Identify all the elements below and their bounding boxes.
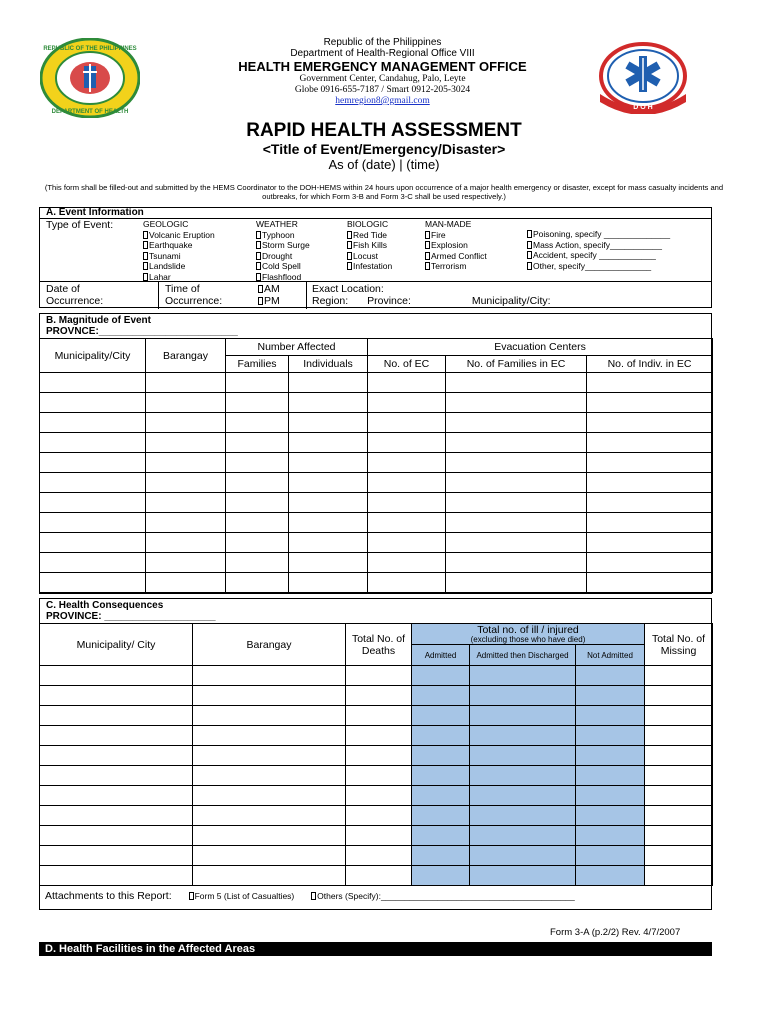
entry-cell[interactable] [587, 373, 713, 393]
entry-cell[interactable] [576, 726, 645, 746]
option-storm-surge[interactable]: Storm Surge [256, 240, 310, 251]
table-row [40, 666, 713, 686]
entry-cell[interactable] [40, 806, 193, 826]
checkbox[interactable] [256, 252, 261, 260]
option-form5[interactable]: Form 5 (List of Casualties) [189, 891, 295, 901]
table-row [40, 533, 713, 553]
entry-cell[interactable] [289, 393, 368, 413]
entry-cell[interactable] [193, 846, 346, 866]
entry-cell[interactable] [226, 373, 289, 393]
form-title-block [0, 121, 768, 172]
checkbox[interactable] [347, 252, 352, 260]
entry-cell[interactable] [576, 846, 645, 866]
entry-cell[interactable] [289, 553, 368, 573]
entry-cell[interactable] [40, 846, 193, 866]
checkbox[interactable] [527, 230, 532, 238]
section-c-province: PROVINCE: ____________________ [46, 611, 216, 622]
entry-cell[interactable] [226, 393, 289, 413]
form-title: RAPID HEALTH ASSESSMENT [246, 120, 522, 141]
entry-cell[interactable] [645, 866, 713, 886]
entry-cell[interactable] [40, 553, 146, 573]
entry-cell[interactable] [368, 493, 446, 513]
entry-cell[interactable] [645, 806, 713, 826]
form-instructions: (This form shall be filled-out and submitted by the HEMS Coordinator to the DOH-HEMS within 24 hours upon occurrence of a major health emergency or disaster, except for mass casualty incidents and outbreaks, for which Form 3-B and Form 3-C shall be used respectively.) [44, 183, 724, 201]
option-terrorism[interactable]: Terrorism [425, 261, 487, 272]
entry-cell[interactable] [146, 393, 226, 413]
entry-cell[interactable] [40, 766, 193, 786]
option-tsunami[interactable]: Tsunami [143, 251, 215, 262]
divider [158, 282, 159, 309]
health-consequences-table [39, 623, 713, 886]
col-families: Families [226, 356, 289, 373]
entry-cell[interactable] [587, 573, 713, 593]
entry-cell[interactable] [587, 453, 713, 473]
table-row [40, 846, 713, 866]
entry-cell[interactable] [470, 766, 576, 786]
entry-cell[interactable] [446, 373, 587, 393]
section-b-province: PROVNCE:_________________________ [46, 326, 238, 337]
table-row [40, 686, 713, 706]
entry-cell[interactable] [146, 553, 226, 573]
entry-cell[interactable] [40, 746, 193, 766]
office-email-link[interactable]: hemregion8@gmail.com [335, 96, 430, 106]
entry-cell[interactable] [346, 726, 412, 746]
option-cold-spell[interactable]: Cold Spell [256, 261, 310, 272]
option-typhoon[interactable]: Typhoon [256, 230, 310, 241]
checkbox[interactable] [347, 262, 352, 270]
entry-cell[interactable] [40, 786, 193, 806]
department-line: Department of Health-Regional Office VIII [290, 48, 475, 59]
table-row [40, 413, 713, 433]
table-row [40, 746, 713, 766]
entry-cell[interactable] [226, 533, 289, 553]
entry-cell[interactable] [368, 393, 446, 413]
office-name: HEALTH EMERGENCY MANAGEMENT OFFICE [238, 59, 527, 74]
table-row [40, 493, 713, 513]
section-c-title: C. Health Consequences [46, 600, 164, 611]
entry-cell[interactable] [146, 573, 226, 593]
entry-cell[interactable] [40, 413, 146, 433]
type-of-event-label: Type of Event: [46, 219, 114, 231]
entry-cell[interactable] [645, 686, 713, 706]
other-event-options [527, 229, 670, 271]
checkbox[interactable] [143, 252, 148, 260]
checkbox[interactable] [425, 262, 430, 270]
entry-cell[interactable] [587, 513, 713, 533]
option-volcanic-eruption[interactable]: Volcanic Eruption [143, 230, 215, 241]
occurrence-row [40, 281, 711, 308]
col-total-deaths: Total No. of Deaths [346, 624, 412, 666]
entry-cell[interactable] [289, 533, 368, 553]
entry-cell[interactable] [446, 493, 587, 513]
entry-cell[interactable] [193, 726, 346, 746]
entry-cell[interactable] [446, 393, 587, 413]
table-row [40, 726, 713, 746]
checkbox[interactable] [527, 262, 532, 270]
entry-cell[interactable] [470, 846, 576, 866]
option-drought[interactable]: Drought [256, 251, 310, 262]
table-row [40, 786, 713, 806]
entry-cell[interactable] [587, 493, 713, 513]
entry-cell[interactable] [470, 746, 576, 766]
col-total-missing: Total No. of Missing [645, 624, 713, 666]
section-a-title: A. Event Information [40, 208, 711, 219]
entry-cell[interactable] [289, 473, 368, 493]
section-d-title: D. Health Facilities in the Affected Areas [39, 942, 712, 956]
checkbox[interactable] [143, 262, 148, 270]
option-flashflood[interactable]: Flashflood [256, 272, 310, 283]
col-municipality: Municipality/City [40, 339, 146, 373]
entry-cell[interactable] [226, 553, 289, 573]
entry-cell[interactable] [146, 533, 226, 553]
entry-cell[interactable] [645, 726, 713, 746]
entry-cell[interactable] [446, 533, 587, 553]
checkbox[interactable] [143, 231, 148, 239]
entry-cell[interactable] [193, 806, 346, 826]
table-row [40, 553, 713, 573]
col-barangay: Barangay [146, 339, 226, 373]
entry-cell[interactable] [412, 786, 470, 806]
table-row [40, 826, 713, 846]
entry-cell[interactable] [470, 706, 576, 726]
entry-cell[interactable] [40, 473, 146, 493]
checkbox[interactable] [143, 273, 148, 281]
entry-cell[interactable] [40, 453, 146, 473]
entry-cell[interactable] [146, 373, 226, 393]
entry-cell[interactable] [446, 513, 587, 533]
region-label: Region: [312, 295, 349, 307]
entry-cell[interactable] [446, 573, 587, 593]
entry-cell[interactable] [193, 686, 346, 706]
option-armed-conflict[interactable]: Armed Conflict [425, 251, 487, 262]
entry-cell[interactable] [40, 866, 193, 886]
entry-cell[interactable] [40, 726, 193, 746]
entry-cell[interactable] [576, 766, 645, 786]
date-of-occurrence-field[interactable]: Date of Occurrence: [46, 283, 104, 307]
doh-seal-logo [40, 38, 140, 118]
option-pm[interactable]: PM [258, 295, 280, 307]
entry-cell[interactable] [470, 786, 576, 806]
entry-cell[interactable] [346, 786, 412, 806]
weather-options [256, 219, 310, 283]
entry-cell[interactable] [576, 706, 645, 726]
entry-cell[interactable] [645, 766, 713, 786]
option-poisoning[interactable]: Poisoning, specify ______________ [527, 229, 670, 240]
entry-cell[interactable] [226, 493, 289, 513]
entry-cell[interactable] [576, 866, 645, 886]
checkbox[interactable] [143, 241, 148, 249]
entry-cell[interactable] [470, 726, 576, 746]
entry-cell[interactable] [146, 413, 226, 433]
republic-line: Republic of the Philippines [323, 37, 442, 48]
table-row [40, 433, 713, 453]
biologic-options [347, 219, 392, 272]
entry-cell[interactable] [40, 706, 193, 726]
entry-cell[interactable] [40, 573, 146, 593]
magnitude-table [39, 338, 713, 593]
checkbox[interactable] [425, 241, 430, 249]
entry-cell[interactable] [368, 453, 446, 473]
col-evacuation-centers: Evacuation Centers [368, 339, 713, 356]
entry-cell[interactable] [146, 493, 226, 513]
time-of-occurrence-label: Time of Occurrence: [165, 283, 223, 307]
entry-cell[interactable] [587, 413, 713, 433]
entry-cell[interactable] [40, 686, 193, 706]
entry-cell[interactable] [645, 666, 713, 686]
checkbox[interactable] [527, 241, 532, 249]
manmade-options [425, 219, 487, 272]
entry-cell[interactable] [289, 513, 368, 533]
entry-cell[interactable] [289, 413, 368, 433]
checkbox[interactable] [347, 241, 352, 249]
entry-cell[interactable] [368, 533, 446, 553]
entry-cell[interactable] [576, 666, 645, 686]
event-title-placeholder: <Title of Event/Emergency/Disaster> [262, 141, 506, 157]
entry-cell[interactable] [40, 433, 146, 453]
entry-cell[interactable] [193, 786, 346, 806]
attachments-label: Attachments to this Report: [45, 890, 172, 902]
checkbox[interactable] [425, 231, 430, 239]
checkbox[interactable] [527, 251, 532, 259]
entry-cell[interactable] [576, 746, 645, 766]
entry-cell[interactable] [146, 513, 226, 533]
entry-cell[interactable] [368, 433, 446, 453]
entry-cell[interactable] [346, 686, 412, 706]
manmade-heading: MAN-MADE [425, 219, 472, 229]
table-row [40, 453, 713, 473]
col-individuals: Individuals [289, 356, 368, 373]
entry-cell[interactable] [412, 806, 470, 826]
option-am[interactable]: AM [258, 283, 280, 295]
entry-cell[interactable] [446, 413, 587, 433]
col-families-in-ec: No. of Families in EC [446, 356, 587, 373]
entry-cell[interactable] [346, 706, 412, 726]
col-no-of-ec: No. of EC [368, 356, 446, 373]
svg-text:DEPARTMENT OF HEALTH: DEPARTMENT OF HEALTH [51, 109, 129, 115]
option-fish-kills[interactable]: Fish Kills [347, 240, 392, 251]
entry-cell[interactable] [470, 666, 576, 686]
entry-cell[interactable] [470, 806, 576, 826]
entry-cell[interactable] [368, 513, 446, 533]
entry-cell[interactable] [412, 826, 470, 846]
option-explosion[interactable]: Explosion [425, 240, 487, 251]
entry-cell[interactable] [346, 746, 412, 766]
entry-cell[interactable] [289, 493, 368, 513]
checkbox[interactable] [258, 297, 263, 305]
entry-cell[interactable] [412, 746, 470, 766]
checkbox[interactable] [256, 241, 261, 249]
option-locust[interactable]: Locust [347, 251, 392, 262]
checkbox[interactable] [256, 262, 261, 270]
col-barangay: Barangay [193, 624, 346, 666]
entry-cell[interactable] [587, 473, 713, 493]
entry-cell[interactable] [446, 453, 587, 473]
entry-cell[interactable] [226, 573, 289, 593]
checkbox[interactable] [256, 231, 261, 239]
option-lahar[interactable]: Lahar [143, 272, 215, 283]
entry-cell[interactable] [146, 453, 226, 473]
entry-cell[interactable] [576, 826, 645, 846]
option-mass-action[interactable]: Mass Action, specify___________ [527, 240, 670, 251]
entry-cell[interactable] [40, 826, 193, 846]
entry-cell[interactable] [412, 706, 470, 726]
entry-cell[interactable] [40, 493, 146, 513]
form-revision: Form 3-A (p.2/2) Rev. 4/7/2007 [550, 927, 681, 938]
entry-cell[interactable] [289, 373, 368, 393]
province-label: Province: [367, 295, 411, 307]
table-row [40, 806, 713, 826]
entry-cell[interactable] [346, 806, 412, 826]
entry-cell[interactable] [346, 826, 412, 846]
table-row [40, 373, 713, 393]
entry-cell[interactable] [645, 826, 713, 846]
entry-cell[interactable] [289, 573, 368, 593]
option-others-attachment[interactable]: Others (Specify):_________________________________________ [311, 891, 575, 901]
entry-cell[interactable] [576, 686, 645, 706]
entry-cell[interactable] [40, 533, 146, 553]
option-red-tide[interactable]: Red Tide [347, 230, 392, 241]
table-row [40, 573, 713, 593]
col-admitted-discharged: Admitted then Discharged [470, 645, 576, 666]
entry-cell[interactable] [412, 666, 470, 686]
entry-cell[interactable] [412, 846, 470, 866]
entry-cell[interactable] [368, 373, 446, 393]
option-accident[interactable]: Accident, specify ____________ [527, 250, 670, 261]
entry-cell[interactable] [470, 826, 576, 846]
entry-cell[interactable] [368, 473, 446, 493]
entry-cell[interactable] [587, 533, 713, 553]
entry-cell[interactable] [576, 786, 645, 806]
am-pm-options [258, 282, 280, 309]
checkbox[interactable] [258, 285, 263, 293]
checkbox[interactable] [425, 252, 430, 260]
entry-cell[interactable] [226, 453, 289, 473]
entry-cell[interactable] [576, 806, 645, 826]
biologic-heading: BIOLOGIC [347, 219, 389, 229]
entry-cell[interactable] [146, 433, 226, 453]
checkbox[interactable] [311, 892, 316, 900]
entry-cell[interactable] [40, 513, 146, 533]
table-row [40, 473, 713, 493]
section-a-event-information [39, 207, 712, 308]
entry-cell[interactable] [645, 846, 713, 866]
entry-cell[interactable] [368, 413, 446, 433]
entry-cell[interactable] [368, 573, 446, 593]
table-row [40, 706, 713, 726]
entry-cell[interactable] [645, 706, 713, 726]
divider [306, 282, 307, 309]
weather-heading: WEATHER [256, 219, 298, 229]
as-of-date-time: As of (date) | (time) [328, 157, 440, 172]
option-other[interactable]: Other, specify______________ [527, 261, 670, 272]
entry-cell[interactable] [446, 433, 587, 453]
option-landslide[interactable]: Landslide [143, 261, 215, 272]
entry-cell[interactable] [193, 666, 346, 686]
entry-cell[interactable] [368, 553, 446, 573]
entry-cell[interactable] [226, 473, 289, 493]
col-individuals-in-ec: No. of Indiv. in EC [587, 356, 713, 373]
geologic-heading: GEOLOGIC [143, 219, 189, 229]
col-ill-injured: Total no. of ill / injured (excluding those who have died) [412, 624, 645, 645]
table-row [40, 866, 713, 886]
table-row [40, 766, 713, 786]
table-row [40, 513, 713, 533]
entry-cell[interactable] [289, 433, 368, 453]
section-b-title: B. Magnitude of Event [46, 315, 151, 326]
table-row [40, 393, 713, 413]
entry-cell[interactable] [289, 453, 368, 473]
entry-cell[interactable] [470, 686, 576, 706]
entry-cell[interactable] [193, 746, 346, 766]
entry-cell[interactable] [346, 846, 412, 866]
entry-cell[interactable] [40, 373, 146, 393]
office-phones: Globe 0916-655-7187 / Smart 0912-205-3024 [294, 85, 471, 95]
municipality-label: Municipality/City: [471, 295, 551, 307]
letterhead [190, 37, 575, 107]
attachments-line [45, 890, 575, 902]
checkbox[interactable] [347, 231, 352, 239]
col-admitted: Admitted [412, 645, 470, 666]
entry-cell[interactable] [193, 826, 346, 846]
option-infestation[interactable]: Infestation [347, 261, 392, 272]
office-address: Government Center, Candahug, Palo, Leyte [299, 74, 466, 84]
entry-cell[interactable] [193, 766, 346, 786]
entry-cell[interactable] [645, 746, 713, 766]
entry-cell[interactable] [412, 726, 470, 746]
entry-cell[interactable] [412, 766, 470, 786]
col-municipality: Municipality/ City [40, 624, 193, 666]
entry-cell[interactable] [470, 866, 576, 886]
col-number-affected: Number Affected [226, 339, 368, 356]
entry-cell[interactable] [446, 473, 587, 493]
entry-cell[interactable] [40, 393, 146, 413]
entry-cell[interactable] [587, 433, 713, 453]
entry-cell[interactable] [193, 866, 346, 886]
svg-text:REPUBLIC OF THE PHILIPPINES: REPUBLIC OF THE PHILIPPINES [43, 46, 137, 52]
exact-location-field[interactable]: Exact Location: Region: Province: Municipality/City: [312, 283, 551, 307]
entry-cell[interactable] [346, 866, 412, 886]
entry-cell[interactable] [193, 706, 346, 726]
hems-star-of-life-logo [596, 42, 691, 114]
entry-cell[interactable] [40, 666, 193, 686]
checkbox[interactable] [189, 892, 194, 900]
geologic-options [143, 219, 215, 283]
entry-cell[interactable] [412, 866, 470, 886]
option-fire[interactable]: Fire [425, 230, 487, 241]
entry-cell[interactable] [146, 473, 226, 493]
svg-text:D O H: D O H [633, 104, 653, 111]
entry-cell[interactable] [226, 413, 289, 433]
entry-cell[interactable] [346, 766, 412, 786]
checkbox[interactable] [256, 273, 261, 281]
entry-cell[interactable] [446, 553, 587, 573]
entry-cell[interactable] [587, 553, 713, 573]
col-not-admitted: Not Admitted [576, 645, 645, 666]
entry-cell[interactable] [645, 786, 713, 806]
entry-cell[interactable] [226, 513, 289, 533]
entry-cell[interactable] [412, 686, 470, 706]
entry-cell[interactable] [346, 666, 412, 686]
option-earthquake[interactable]: Earthquake [143, 240, 215, 251]
entry-cell[interactable] [226, 433, 289, 453]
entry-cell[interactable] [587, 393, 713, 413]
